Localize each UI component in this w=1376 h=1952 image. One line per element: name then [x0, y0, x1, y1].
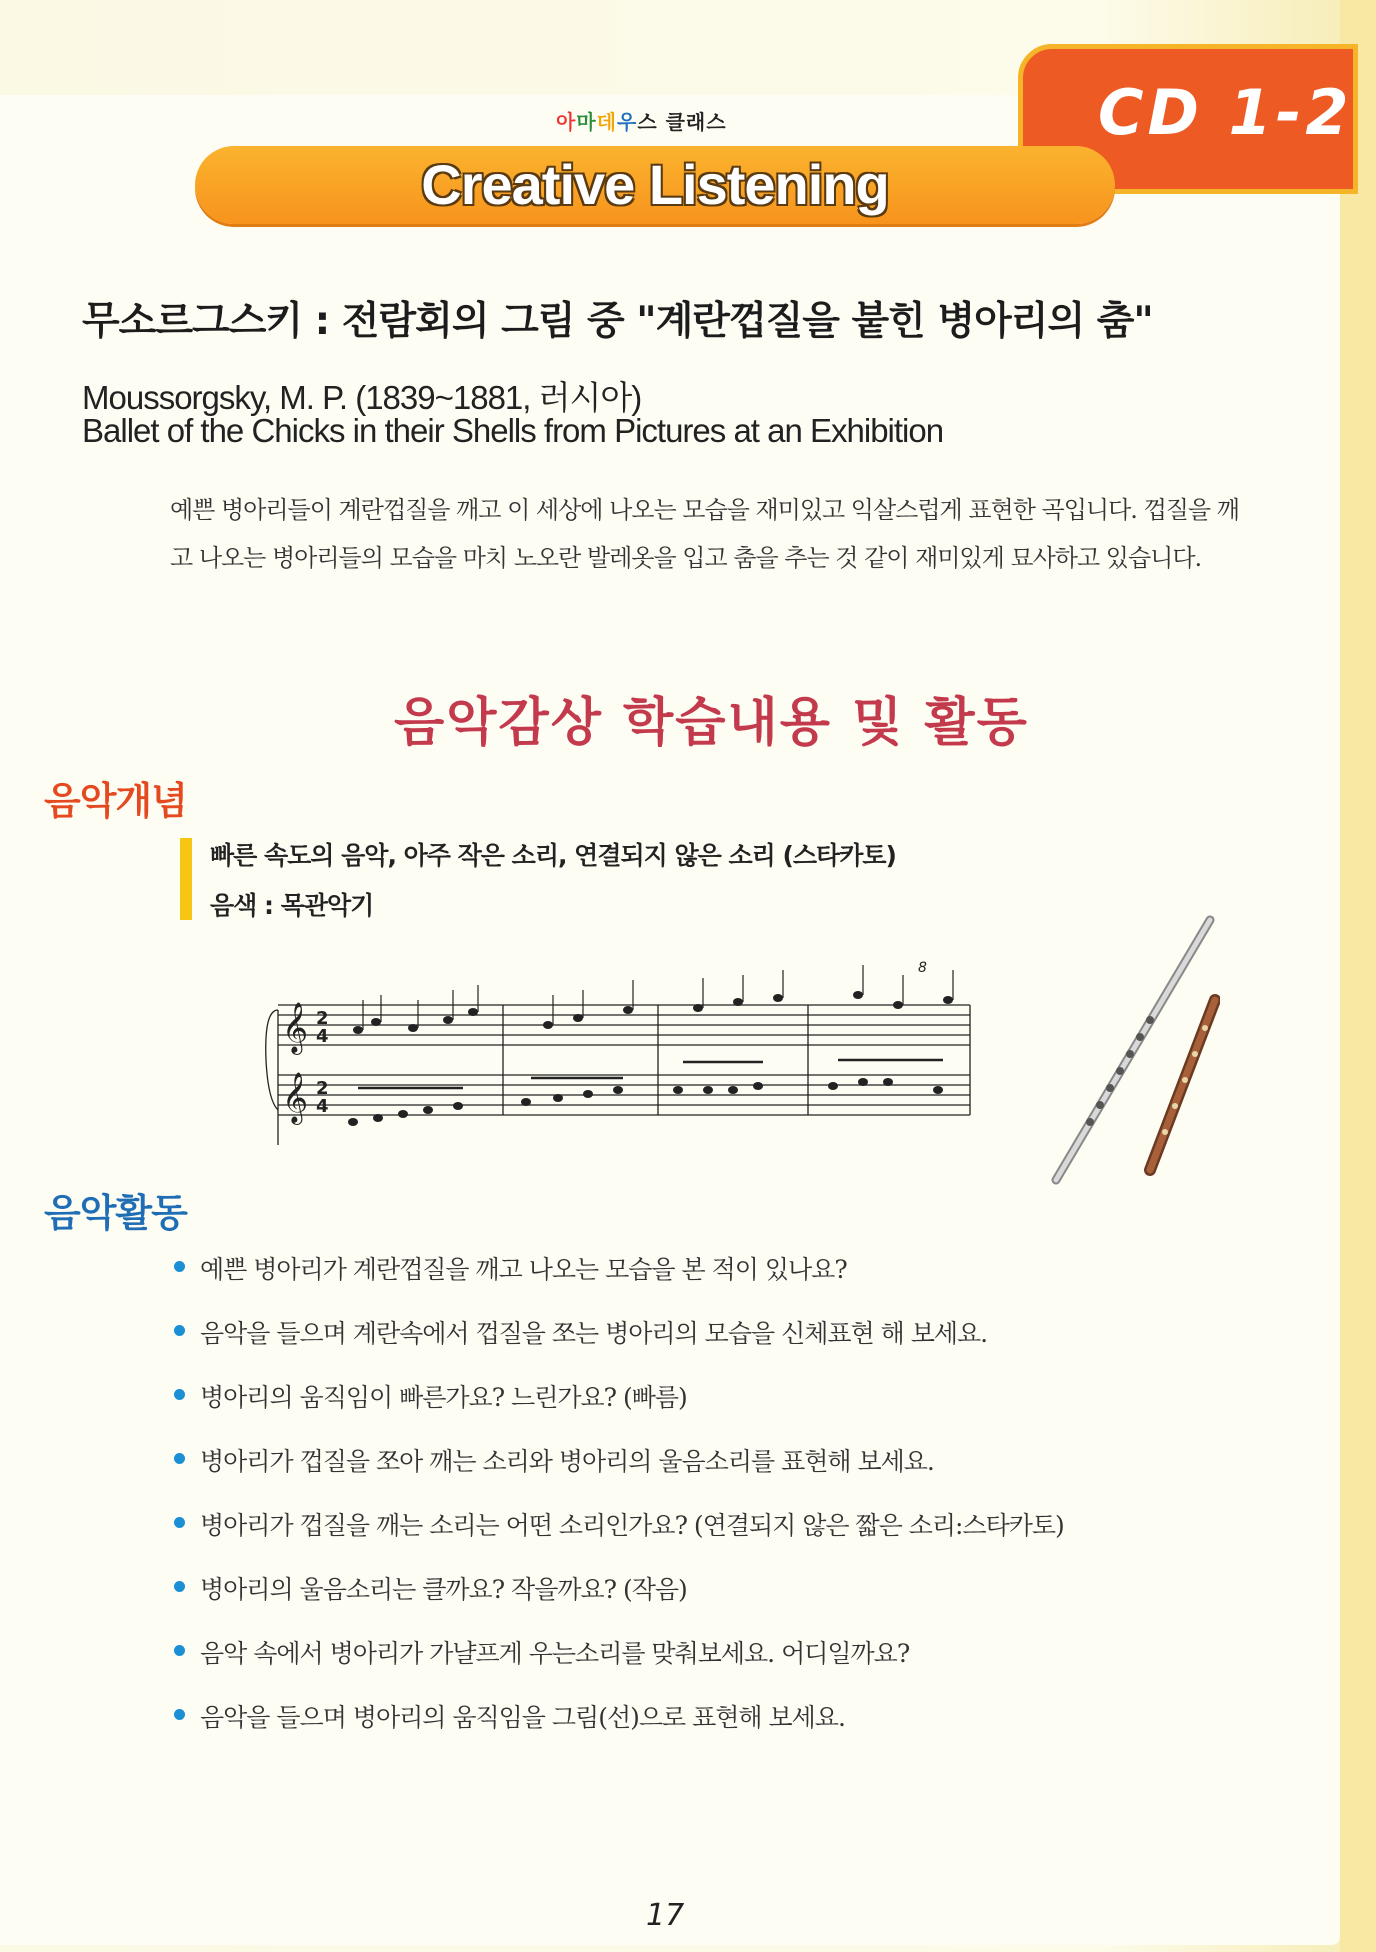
- section-title: 음악감상 학습내용 및 활동: [394, 693, 1029, 753]
- bullet-icon: [174, 1389, 185, 1400]
- brand-part-2: 마: [576, 110, 597, 134]
- time-signature-top: 2: [316, 1008, 329, 1029]
- brand-part-3: 데: [596, 110, 617, 134]
- activity-text: 예쁜 병아리가 계란껍질을 깨고 나오는 모습을 본 적이 있나요?: [200, 1255, 847, 1284]
- ottava-mark: 8: [918, 960, 927, 976]
- bullet-icon: [174, 1453, 185, 1464]
- bullet-icon: [174, 1261, 185, 1272]
- page-edge-band: [1340, 0, 1376, 1952]
- page-number: 17: [646, 1898, 685, 1933]
- activity-text: 음악을 들으며 계란속에서 껍질을 쪼는 병아리의 모습을 신체표현 해 보세요.: [200, 1319, 988, 1348]
- list-item: [174, 1506, 1064, 1570]
- treble-clef-lower-icon: 𝄞: [282, 1072, 309, 1123]
- time-signature-top-lower: 2: [316, 1078, 329, 1099]
- list-item: [174, 1378, 1064, 1442]
- activity-text: 병아리가 껍질을 쪼아 깨는 소리와 병아리의 울음소리를 표현해 보세요.: [200, 1447, 934, 1476]
- list-item: [174, 1314, 1064, 1378]
- activity-label: 음악활동: [44, 1191, 187, 1235]
- cd-label: CD 1-2: [1098, 76, 1353, 149]
- upper-notes: [353, 991, 953, 1034]
- concept-accent-bar: [180, 838, 192, 920]
- banner-title: Creative Listening: [421, 153, 889, 216]
- treble-clef-icon: 𝄞: [282, 1002, 309, 1053]
- list-item: [174, 1698, 1064, 1762]
- bullet-icon: [174, 1517, 185, 1528]
- list-item: [174, 1250, 1064, 1314]
- activity-list: [174, 1250, 1064, 1762]
- activity-text: 음악 속에서 병아리가 가냘프게 우는소리를 맞춰보세요. 어디일까요?: [200, 1639, 910, 1668]
- activity-text: 음악을 들으며 병아리의 움직임을 그림(선)으로 표현해 보세요.: [200, 1703, 845, 1732]
- description: 예쁜 병아리들이 계란껍질을 깨고 이 세상에 나오는 모습을 재미있고 익살스럽게 표현한 곡입니다. 껍질을 깨고 나오는 병아리들의 모습을 마치 노오란 발레옷을 입고 춤을 추는 것 같이 재미있게 묘사하고 있습니다.: [170, 496, 1239, 572]
- activity-text: 병아리의 움직임이 빠른가요? 느린가요? (빠름): [200, 1383, 687, 1412]
- activity-text: 병아리가 껍질을 깨는 소리는 어떤 소리인가요? (연결되지 않은 짧은 소리:스타카토): [200, 1511, 1064, 1540]
- composer-line: Moussorgsky, M. P. (1839~1881, 러시아): [82, 379, 642, 416]
- brand-part-4: 우: [616, 110, 638, 134]
- concept-label: 음악개념: [44, 779, 187, 823]
- list-item: [174, 1570, 1064, 1634]
- brand-part-5: 스 클래스: [637, 110, 727, 134]
- bullet-icon: [174, 1325, 185, 1336]
- page-heading: 무소르그스키 : 전람회의 그림 중 "계란껍질을 붙힌 병아리의 춤": [82, 299, 1153, 344]
- flute-and-piccolo-image: [1040, 900, 1220, 1190]
- english-title: Ballet of the Chicks in their Shells from Pictures at an Exhibition: [82, 412, 944, 449]
- bullet-icon: [174, 1581, 185, 1592]
- brand-logo: [556, 106, 727, 135]
- lower-beams: [358, 1060, 943, 1088]
- score-brace: [266, 1010, 278, 1110]
- music-score: [258, 950, 978, 1170]
- title-banner: [195, 146, 1115, 224]
- brand-part-1: 아: [556, 110, 577, 134]
- list-item: [174, 1634, 1064, 1698]
- activity-text: 병아리의 울음소리는 클까요? 작을까요? (작음): [200, 1575, 687, 1604]
- time-signature-bottom: 4: [316, 1026, 329, 1047]
- list-item: [174, 1442, 1064, 1506]
- concept-line-1: 빠른 속도의 음악, 아주 작은 소리, 연결되지 않은 소리 (스타카토): [210, 841, 896, 870]
- concept-line-2: 음색 : 목관악기: [210, 891, 374, 920]
- bullet-icon: [174, 1709, 185, 1720]
- bullet-icon: [174, 1645, 185, 1656]
- time-signature-bottom-lower: 4: [316, 1096, 329, 1117]
